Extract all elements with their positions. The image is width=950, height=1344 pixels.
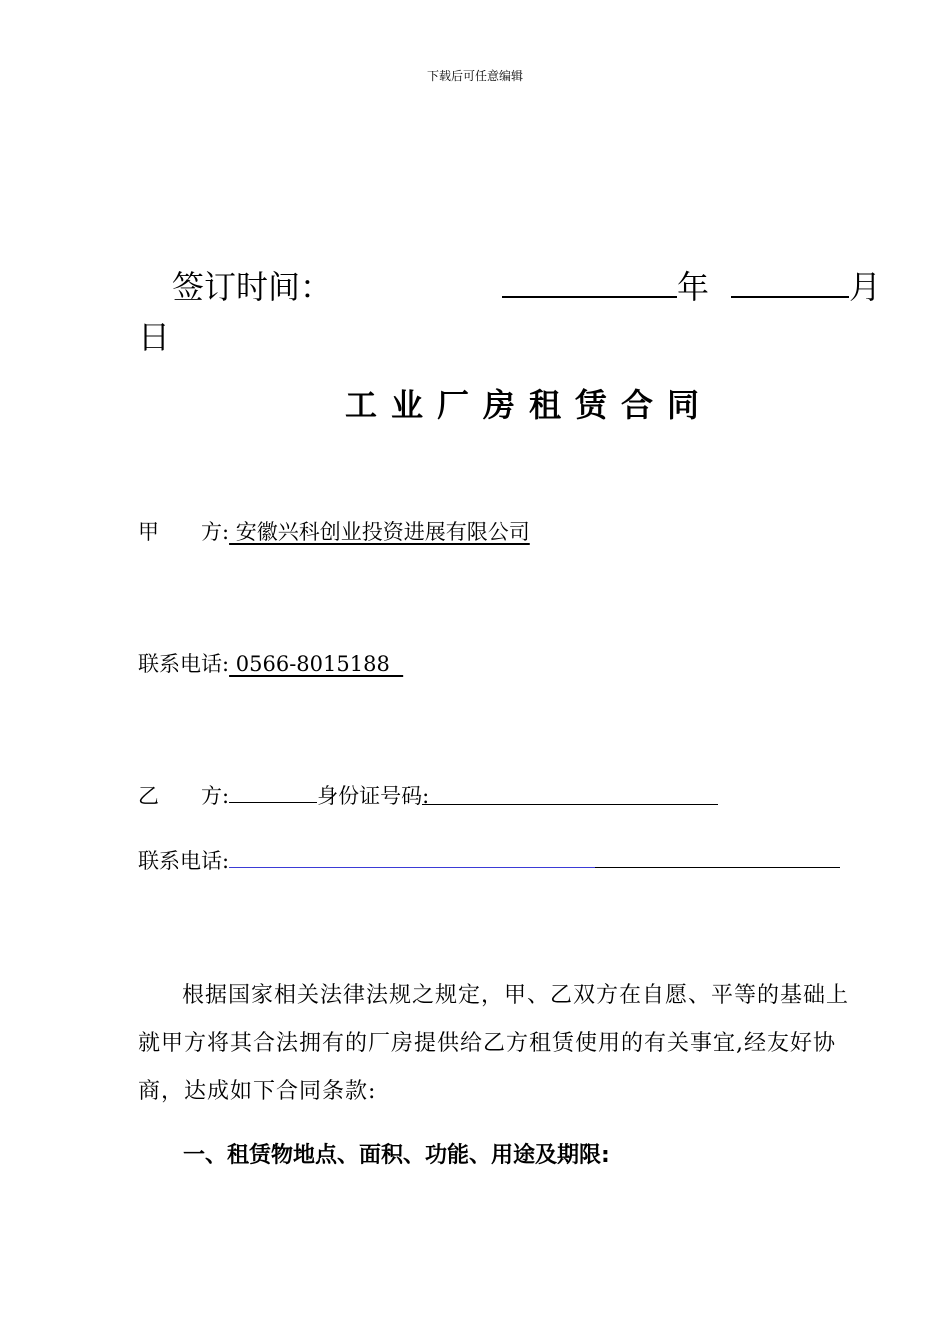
contract-title: 工业厂房租赁合同	[345, 386, 714, 424]
id-number-blank[interactable]	[422, 784, 718, 808]
section-1-heading: 一、租赁物地点、面积、功能、用途及期限:	[183, 1143, 610, 1168]
party-a-value[interactable]: 安徽兴科创业投资进展有限公司	[229, 520, 530, 544]
year-blank[interactable]	[502, 266, 677, 298]
signing-date-label: 签订时间：	[172, 268, 333, 306]
id-number-colon: :	[422, 784, 430, 808]
party-a-row	[138, 516, 530, 546]
day-label: 日	[138, 318, 171, 356]
party-b-blank[interactable]	[229, 782, 317, 803]
month-label: 月	[849, 268, 882, 306]
signing-date-line	[172, 262, 881, 308]
party-b-row	[138, 780, 718, 810]
intro-paragraph: 根据国家相关法律法规之规定，甲、乙双方在自愿、平等的基础上就甲方将其合法拥有的厂房提供给乙方租赁使用的有关事宜,经友好协商，达成如下合同条款:	[138, 983, 850, 1104]
party-b-label: 乙 方:	[138, 784, 230, 808]
contact-b-label: 联系电话:	[138, 849, 230, 873]
party-a-label: 甲 方:	[138, 520, 230, 544]
contact-b-row	[138, 845, 840, 875]
contact-b-blank-primary[interactable]	[229, 847, 595, 868]
year-label: 年	[677, 268, 710, 306]
header-note: 下载后可任意编辑	[426, 69, 523, 83]
id-number-label: 身份证号码	[317, 784, 423, 808]
day-line	[138, 312, 170, 358]
contact-a-label: 联系电话:	[138, 652, 230, 676]
month-blank[interactable]	[731, 266, 849, 298]
contact-a-row	[138, 648, 403, 678]
contact-a-value[interactable]: 0566-8015188	[229, 652, 404, 676]
contact-b-blank-secondary[interactable]	[595, 847, 840, 868]
